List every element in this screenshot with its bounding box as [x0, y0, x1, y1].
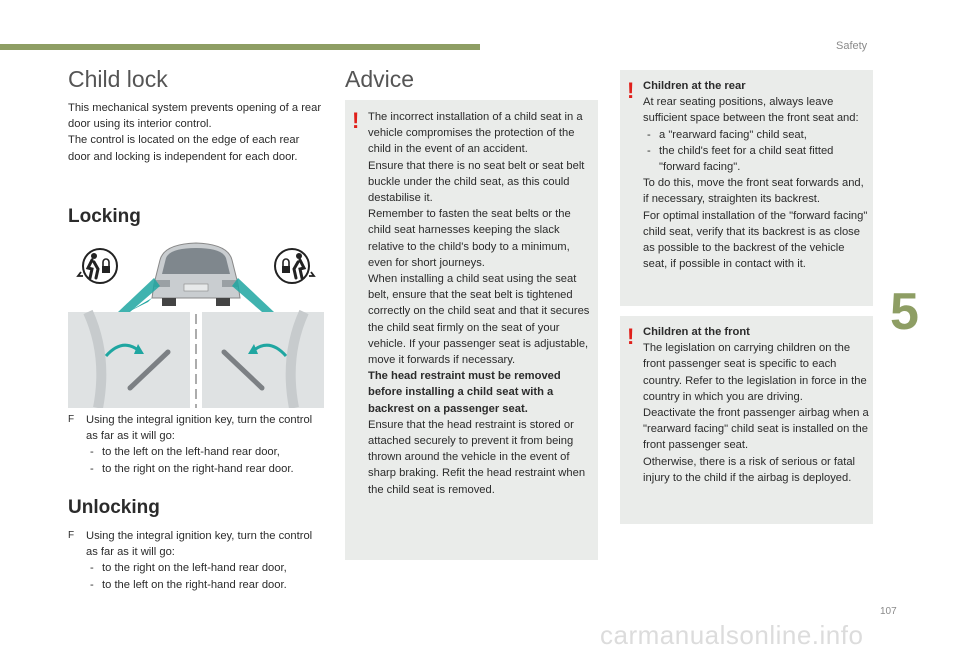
warning-icon: ! — [627, 78, 635, 103]
car-rear-view — [152, 243, 240, 306]
watermark: carmanualsonline.info — [600, 620, 864, 650]
children-front-paragraph: The legislation on carrying children on the front passenger seat is specific to each country. Refer to the legislation in force in the country in which you are driving. — [643, 342, 867, 403]
left-door-panel — [68, 312, 190, 408]
chapter-number: 5 — [890, 283, 919, 341]
children-front-text — [643, 324, 869, 486]
advice-title: Advice — [345, 66, 415, 92]
warning-icon: ! — [352, 108, 360, 133]
unlocking-item: - to the left on the right-hand rear door. — [86, 577, 322, 593]
unlocking-instruction: Using the integral ignition key, turn the control as far as it will go: — [86, 530, 313, 559]
locking-instruction: Using the integral ignition key, turn the control as far as it will go: — [86, 414, 313, 443]
locking-item: - to the right on the right-hand rear door. — [86, 461, 322, 477]
children-rear-text — [643, 78, 869, 272]
header-accent-bar — [0, 44, 480, 50]
unlocking-item: - to the right on the left-hand rear door, — [86, 560, 322, 576]
advice-paragraph: When installing a child seat using the seat belt, ensure that the seat belt is tightened correctly on the child seat and that it secures the child seat firmly on the seat of your vehicle. If your passenger seat is adjustable, move it forwards if necessary. — [368, 273, 590, 367]
locking-instructions — [68, 412, 322, 477]
children-rear-paragraph: To do this, move the front seat forwards and, if necessary, straighten its backrest. — [643, 177, 864, 206]
child-lock-intro — [68, 100, 322, 165]
unlocking-heading: Unlocking — [68, 497, 160, 518]
child-lock-right-icon — [275, 249, 314, 283]
unlocking-instructions — [68, 528, 322, 593]
advice-installation-text — [368, 109, 592, 498]
bullet-icon: F — [68, 414, 75, 425]
children-front-heading: Children at the front — [643, 326, 750, 338]
children-rear-paragraph: For optimal installation of the "forward facing" child seat, verify that its backrest is as close as possible to the backrest of the vehicle seat, if possible in contact with it. — [643, 209, 868, 271]
locking-heading: Locking — [68, 206, 141, 227]
right-door-panel — [202, 312, 324, 408]
children-front-paragraph: Deactivate the front passenger airbag when a "rearward facing" child seat is installed on the front passenger seat. — [643, 407, 869, 452]
children-rear-item: - a "rearward facing" child seat, — [643, 127, 869, 143]
advice-paragraph: Ensure that there is no seat belt or seat belt buckle under the child seat, as this could destabilise it. — [368, 159, 585, 205]
child-lock-title: Child lock — [68, 66, 168, 92]
advice-paragraph: Remember to fasten the seat belts or the child seat harnesses keeping the slack relative to the child's body to a minimum, even for short journeys. — [368, 208, 571, 269]
children-front-paragraph: Otherwise, there is a risk of serious or fatal injury to the child if the airbag is deployed. — [643, 455, 856, 484]
child-lock-left-icon — [78, 249, 117, 283]
children-rear-item: - the child's feet for a child seat fitted "forward facing". — [643, 143, 869, 175]
children-rear-heading: Children at the rear — [643, 80, 746, 92]
advice-paragraph: Ensure that the head restraint is stored or attached securely to prevent it from being thrown around the vehicle in the event of sharp braking. Refit the head restraint when the child seat is removed. — [368, 418, 586, 496]
intro-paragraph-2: The control is located on the edge of each rear door and locking is independent for each door. — [68, 134, 300, 163]
bullet-icon: F — [68, 530, 75, 541]
intro-paragraph-1: This mechanical system prevents opening of a rear door using its interior control. — [68, 102, 322, 131]
locking-item: - to the left on the left-hand rear door, — [86, 444, 322, 460]
advice-paragraph-bold: The head restraint must be removed before installing a child seat with a backrest on a passenger seat. — [368, 370, 561, 415]
advice-paragraph: The incorrect installation of a child seat in a vehicle compromises the protection of the child in the event of an accident. — [368, 111, 583, 156]
children-rear-paragraph: At rear seating positions, always leave sufficient space between the front seat and: — [643, 96, 859, 125]
section-label: Safety — [836, 40, 868, 52]
page-number: 107 — [880, 606, 897, 617]
child-lock-illustration — [68, 236, 324, 408]
warning-icon: ! — [627, 324, 635, 349]
